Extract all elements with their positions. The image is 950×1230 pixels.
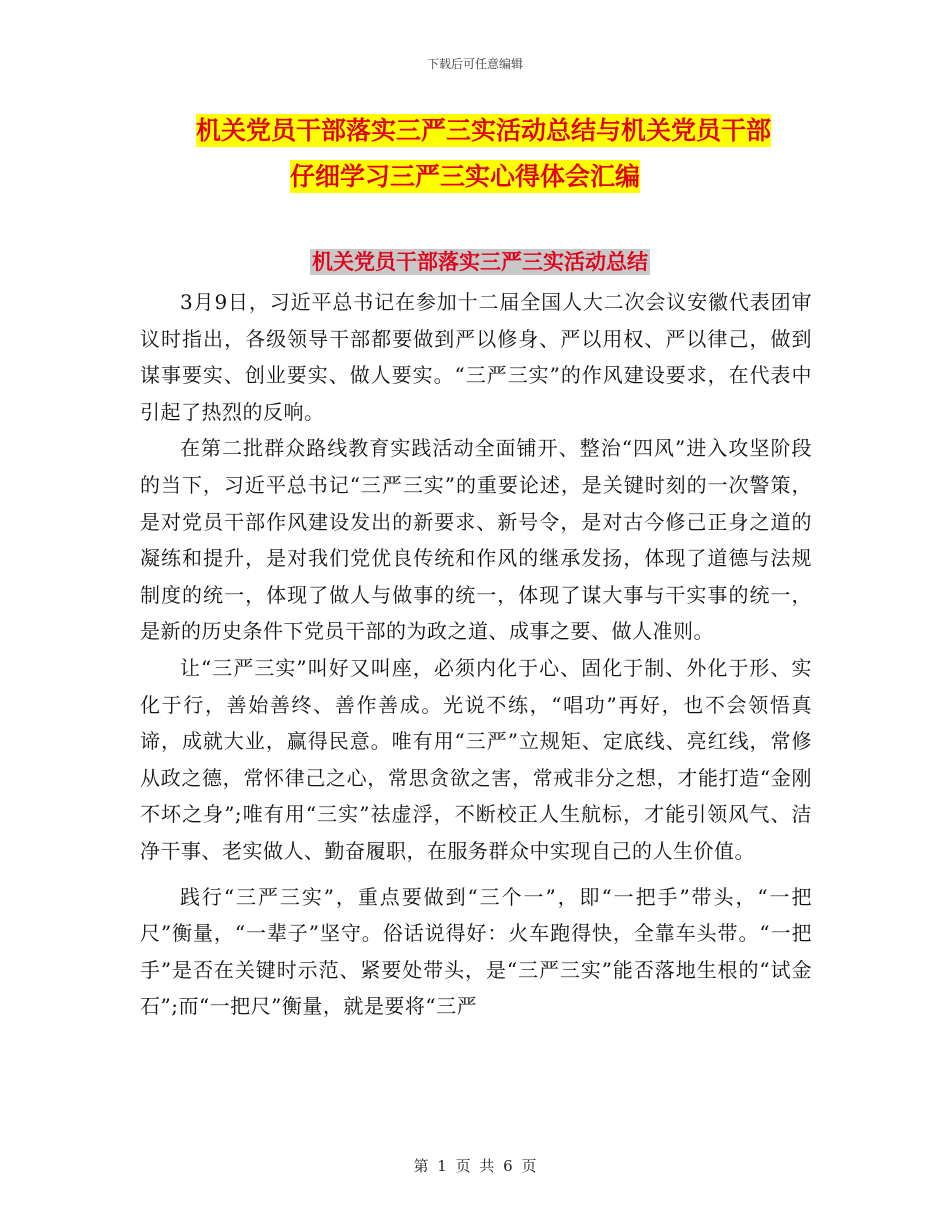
document-title-line-2-text: 仔细学习三严三实心得体会汇编: [290, 162, 641, 191]
paragraph-2: 在第二批群众路线教育实践活动全面铺开、整治“四风”进入攻坚阶段的当下，习近平总书记“三严三实”的重要论述，是关键时刻的一次警策，是对党员干部作风建设发出的新要求、新号令，是对古今修己正身之道的凝练和提升，是对我们党优良传统和作风的继承发扬，体现了道德与法规制度的统一，体现了做人与做事的统一，体现了谋大事与干实事的统一，是新的历史条件下党员干部的为政之道、成事之要、做人准则。: [140, 436, 812, 644]
paragraph-4: 践行“三严三实”，重点要做到“三个一”，即“一把手”带头，“一把尺”衡量，“一辈子”坚守。俗话说得好：火车跑得快，全靠车头带。“一把手”是否在关键时示范、紧要处带头，是“三严三实”能否落地生根的“试金石”;而“一把尺”衡量，就是要将“三严: [140, 884, 812, 1019]
page-number-footer: 第 1 页 共 6 页: [413, 1157, 537, 1175]
section-heading: [310, 248, 650, 276]
document-title-line-1: [196, 116, 876, 146]
paragraph-3: 让“三严三实”叫好又叫座，必须内化于心、固化于制、外化于形、实化于行，善始善终、善作善成。光说不练，“唱功”再好，也不会领悟真谛，成就大业，赢得民意。唯有用“三严”立规矩、定底线、亮红线，常修从政之德，常怀律己之心，常思贪欲之害，常戒非分之想，才能打造“金刚不坏之身”;唯有用“三实”祛虚浮，不断校正人生航标，才能引领风气、洁净干事、老实做人、勤奋履职，在服务群众中实现自己的人生价值。: [140, 655, 812, 863]
section-heading-text: 机关党员干部落实三严三实活动总结: [312, 250, 648, 274]
document-title-line-2: [290, 162, 950, 192]
body-text: [140, 284, 812, 1025]
paragraph-1: 3月9日，习近平总书记在参加十二届全国人大二次会议安徽代表团审议时指出，各级领导干部都要做到严以修身、严以用权、严以律己，做到谋事要实、创业要实、做人要实。“三严三实”的作风建设要求，在代表中引起了热烈的反响。: [140, 290, 812, 424]
document-title-line-1-text: 机关党员干部落实三严三实活动总结与机关党员干部: [196, 116, 772, 145]
page-header-note: 下载后可任意编辑: [426, 57, 523, 71]
